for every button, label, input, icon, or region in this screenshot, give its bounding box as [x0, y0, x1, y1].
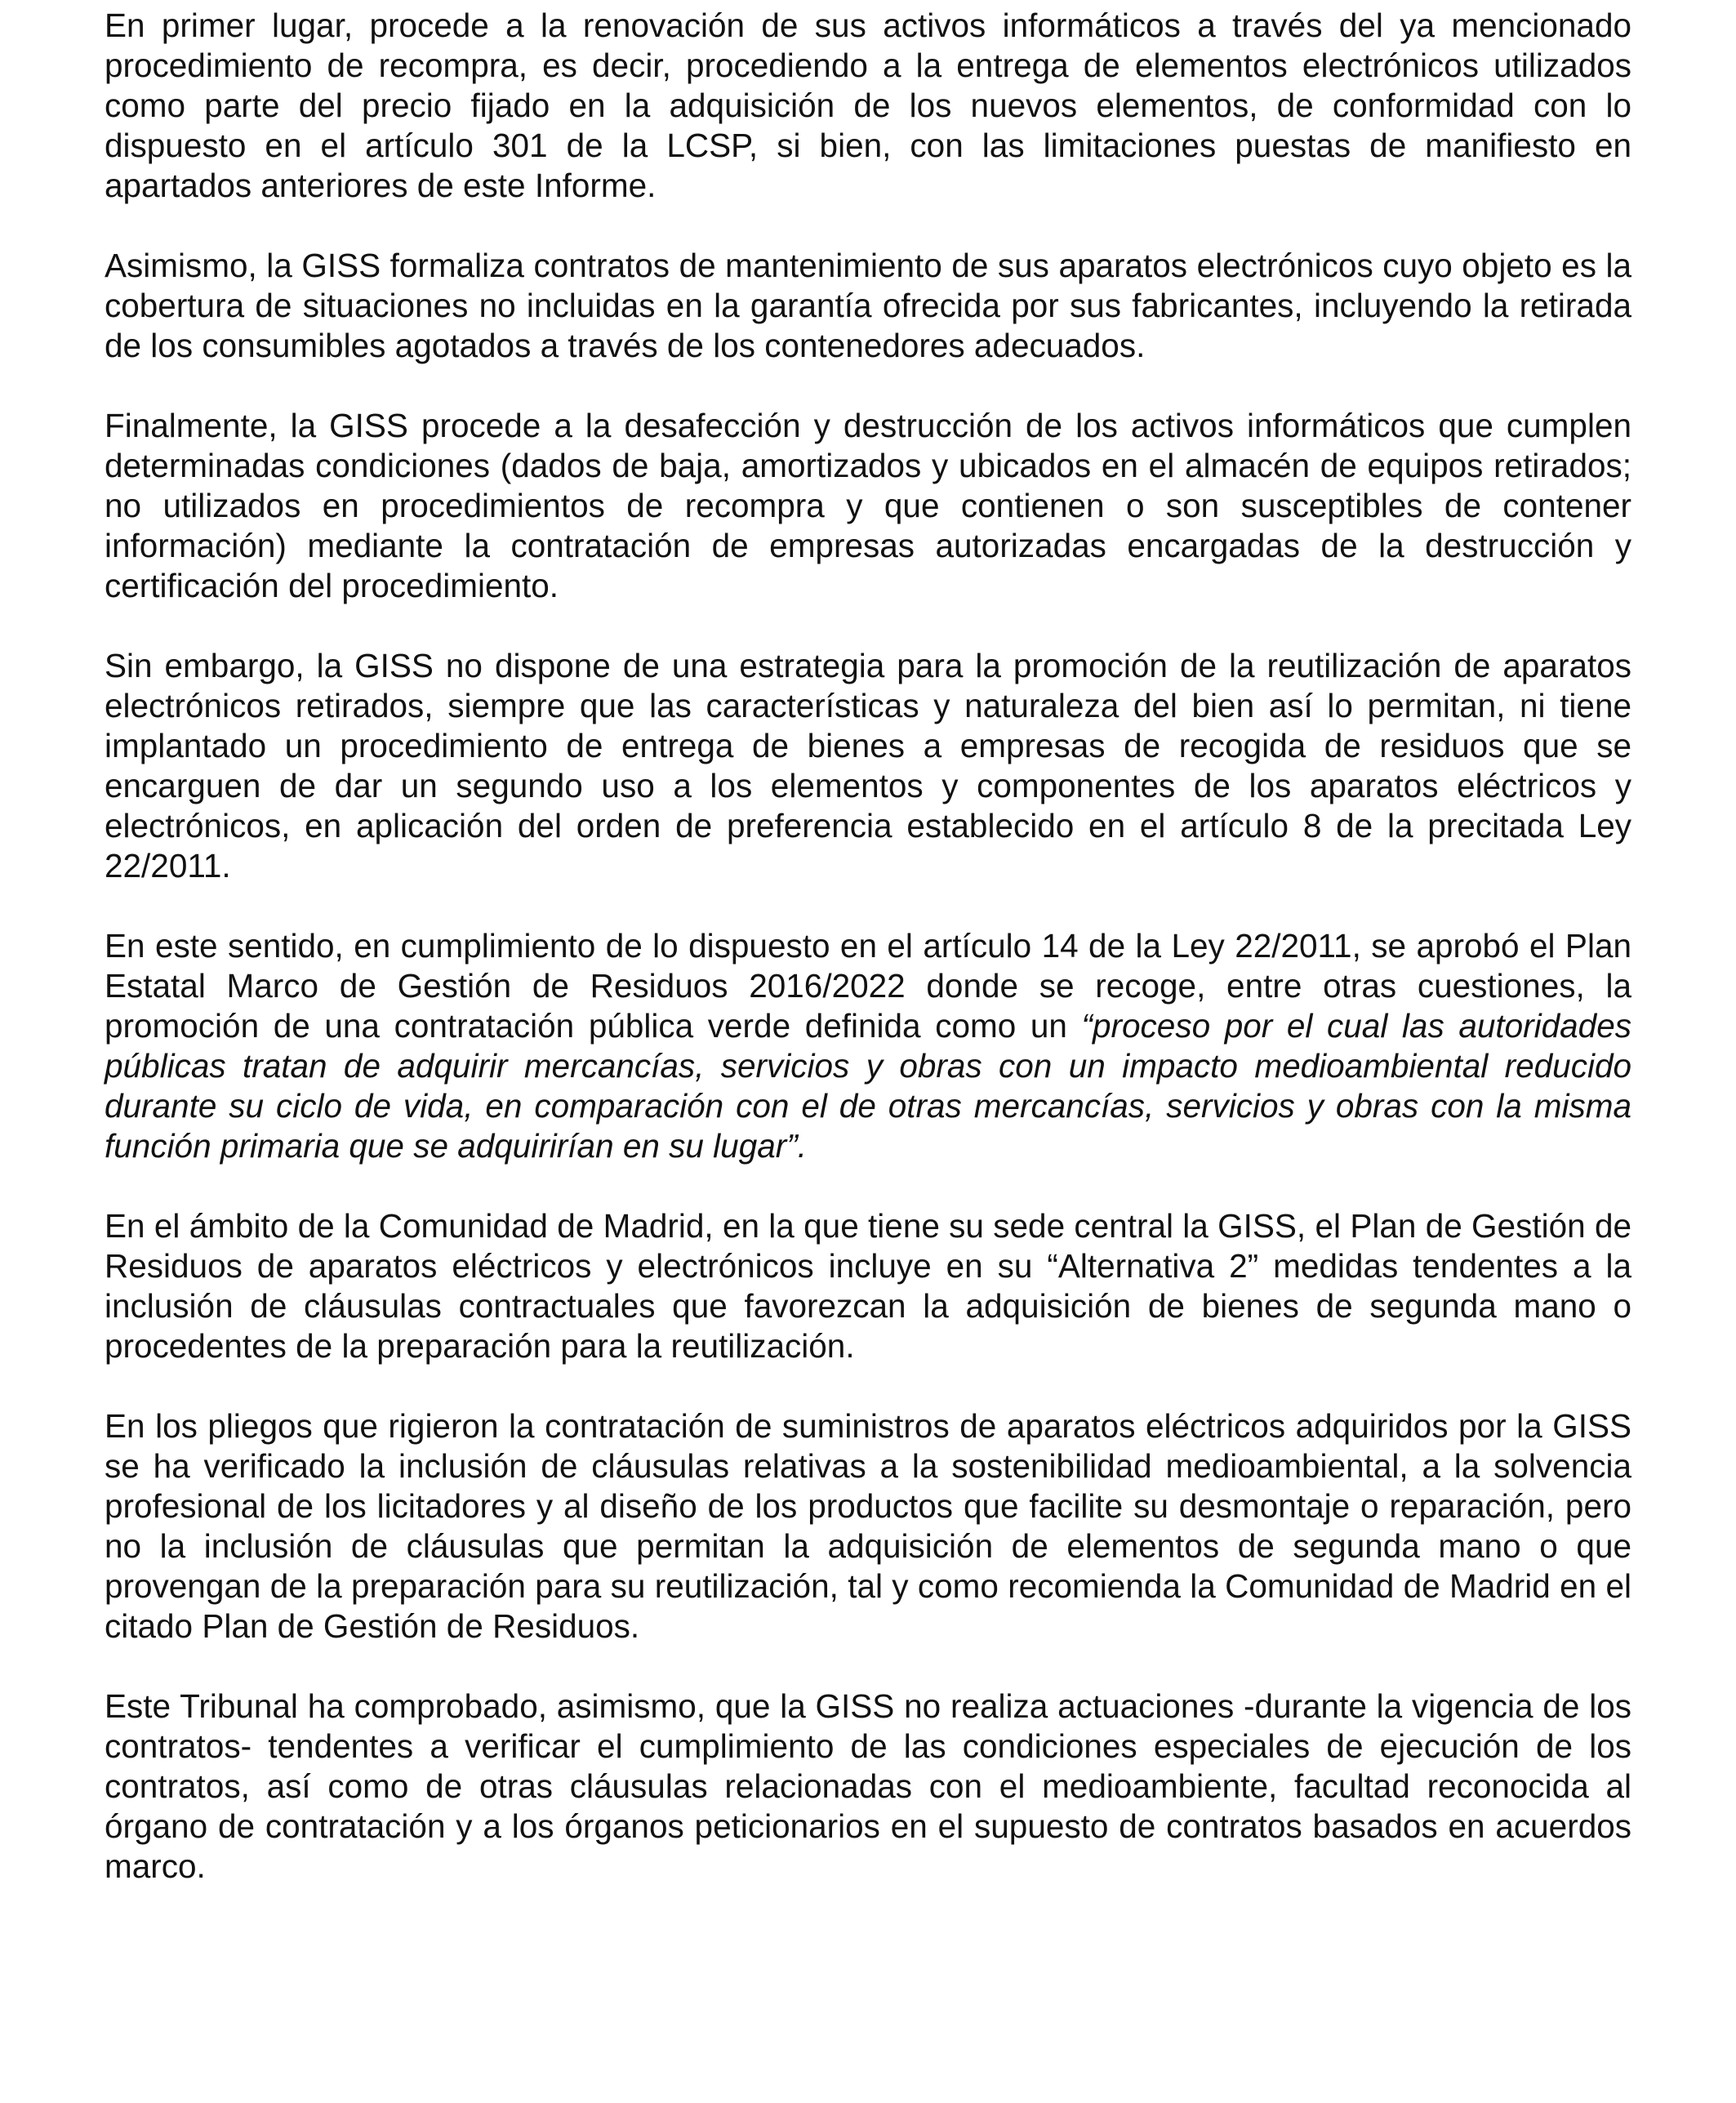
- paragraph-text: En los pliegos que rigieron la contratación de suministros de aparatos eléctricos adquiridos por la GISS se ha verificado la inclusión de cláusulas relativas a la sostenibilidad medioambiental, a la solvencia profesional de los licitadores y al diseño de los productos que facilite su desmontaje o reparación, pero no la inclusión de cláusulas que permitan la adquisición de elementos de segunda mano o que provengan de la preparación para su reutilización, tal y como recomienda la Comunidad de Madrid en el citado Plan de Gestión de Residuos.: [105, 1407, 1631, 1645]
- paragraph-text: En el ámbito de la Comunidad de Madrid, en la que tiene su sede central la GISS, el Plan de Gestión de Residuos de aparatos eléctricos y electrónicos incluye en su “Alternativa 2” medidas tendentes a la inclusión de cláusulas contractuales que favorezcan la adquisición de bienes de segunda mano o procedentes de la preparación para la reutilización.: [105, 1207, 1631, 1365]
- paragraph-text: Finalmente, la GISS procede a la desafección y destrucción de los activos informáticos que cumplen determinadas condiciones (dados de baja, amortizados y ubicados en el almacén de equipos retirados; no utilizados en procedimientos de recompra y que contienen o son susceptibles de contener información) mediante la contratación de empresas autorizadas encargadas de la destrucción y certificación del procedimiento.: [105, 407, 1631, 604]
- document-page: [105, 6, 1631, 1887]
- paragraph-desafeccion: [105, 406, 1631, 606]
- paragraph-text: Sin embargo, la GISS no dispone de una estrategia para la promoción de la reutilización de aparatos electrónicos retirados, siempre que las características y naturaleza del bien así lo permitan, ni tiene implantado un procedimiento de entrega de bienes a empresas de recogida de residuos que se encarguen de dar un segundo uso a los elementos y componentes de los aparatos eléctricos y electrónicos, en aplicación del orden de preferencia establecido en el artículo 8 de la precitada Ley 22/2011.: [105, 647, 1631, 884]
- paragraph-recompra: [105, 6, 1631, 206]
- paragraph-text: Asimismo, la GISS formaliza contratos de mantenimiento de sus aparatos electrónicos cuyo objeto es la cobertura de situaciones no incluidas en la garantía ofrecida por sus fabricantes, incluyendo la retirada de los consumibles agotados a través de los contenedores adecuados.: [105, 247, 1631, 364]
- paragraph-comunidad-madrid: [105, 1206, 1631, 1366]
- paragraph-reutilizacion: [105, 646, 1631, 886]
- paragraph-text: Este Tribunal ha comprobado, asimismo, que la GISS no realiza actuaciones -durante la vigencia de los contratos- tendentes a verificar el cumplimiento de las condiciones especiales de ejecución de los contratos, así como de otras cláusulas relacionadas con el medioambiente, facultad reconocida al órgano de contratación y a los órganos peticionarios en el supuesto de contratos basados en acuerdos marco.: [105, 1687, 1631, 1885]
- paragraph-pliegos: [105, 1406, 1631, 1646]
- paragraph-plan-estatal: [105, 926, 1631, 1166]
- paragraph-text: En este sentido, en cumplimiento de lo dispuesto en el artículo 14 de la Ley 22/2011, se aprobó el Plan Estatal Marco de Gestión de Residuos 2016/2022 donde se recoge, entre otras cuestiones, la promoción de una contratación pública verde definida como un: [105, 927, 1631, 1045]
- paragraph-text: En primer lugar, procede a la renovación de sus activos informáticos a través del ya mencionado procedimiento de recompra, es decir, procediendo a la entrega de elementos electrónicos utilizados como parte del precio fijado en la adquisición de los nuevos elementos, de conformidad con lo dispuesto en el artículo 301 de la LCSP, si bien, con las limitaciones puestas de manifiesto en apartados anteriores de este Informe.: [105, 7, 1631, 204]
- paragraph-mantenimiento: [105, 246, 1631, 366]
- quoted-definition: “proceso por el cual las autoridades públicas tratan de adquirir mercancías, servicios y obras con un impacto medioambiental reducido durante su ciclo de vida, en comparación con el de otras mercancías, servicios y obras con la misma función primaria que se adquirirían en su lugar”.: [105, 1007, 1631, 1165]
- paragraph-tribunal: [105, 1686, 1631, 1887]
